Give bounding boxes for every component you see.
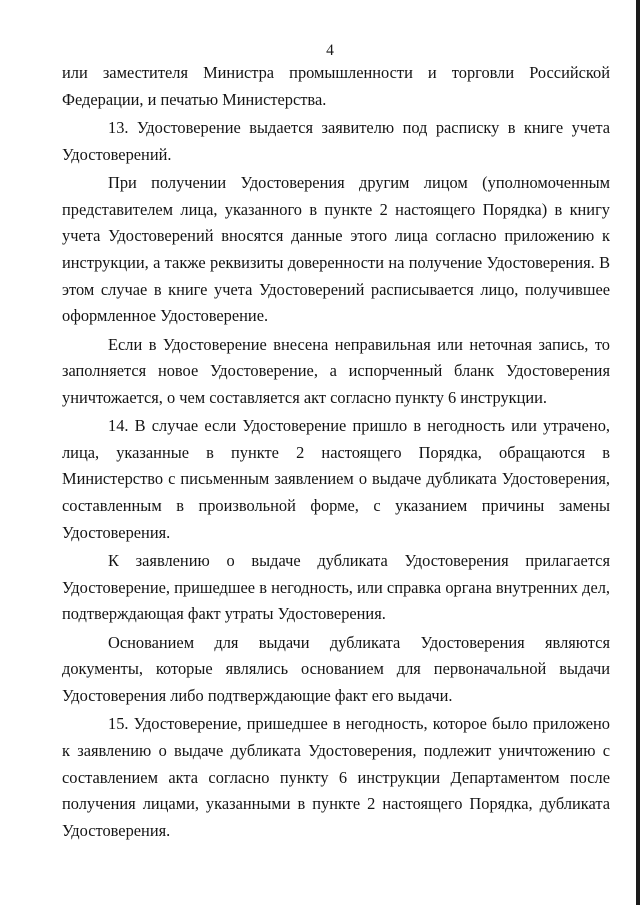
- paragraph-grounds: Основанием для выдачи дубликата Удостоверения являются документы, которые являлись основанием для первоначальной выдачи Удостоверения либо подтверждающие факт его выдачи.: [62, 632, 610, 705]
- scan-edge-shadow: [636, 0, 640, 905]
- paragraph-incorrect-entry: Если в Удостоверение внесена неправильная или неточная запись, то заполняется новое Удостоверение, а испорченный бланк Удостоверения уничтожается, о чем составляется акт согласно пункту 6 инструкции.: [62, 334, 610, 407]
- paragraph-continuation: или заместителя Министра промышленности и торговли Российской Федерации, и печатью Министерства.: [62, 63, 610, 109]
- paragraph-item-13: 13. Удостоверение выдается заявителю под расписку в книге учета Удостоверений.: [62, 118, 610, 164]
- paragraph-item-15: 15. Удостоверение, пришедшее в негодность, которое было приложено к заявлению о выдаче дубликата Удостоверения, подлежит уничтожению с составлением акта согласно пункту 6 инструкции Департаментом после получения лицами, указанными в пункте 2 настоящего Порядка, дубликата Удостоверения.: [62, 714, 610, 840]
- paragraph-representative-receipt: При получении Удостоверения другим лицом (уполномоченным представителем лица, указанного в пункте 2 настоящего Порядка) в книгу учета Удостоверений вносятся данные этого лица согласно приложению к инструкции, а также реквизиты доверенности на получение Удостоверения. В этом случае в книге учета Удостоверений расписывается лицо, получившее оформленное Удостоверение.: [62, 173, 610, 326]
- document-body: [62, 60, 610, 844]
- paragraph-attachments: К заявлению о выдаче дубликата Удостоверения прилагается Удостоверение, пришедшее в негодность, или справка органа внутренних дел, подтверждающая факт утраты Удостоверения.: [62, 551, 610, 624]
- page-number: 4: [326, 42, 334, 59]
- paragraph-item-14: 14. В случае если Удостоверение пришло в негодность или утрачено, лица, указанные в пункте 2 настоящего Порядка, обращаются в Министерство с письменным заявлением о выдаче дубликата Удостоверения, составленным в произвольной форме, с указанием причины замены Удостоверения.: [62, 416, 610, 542]
